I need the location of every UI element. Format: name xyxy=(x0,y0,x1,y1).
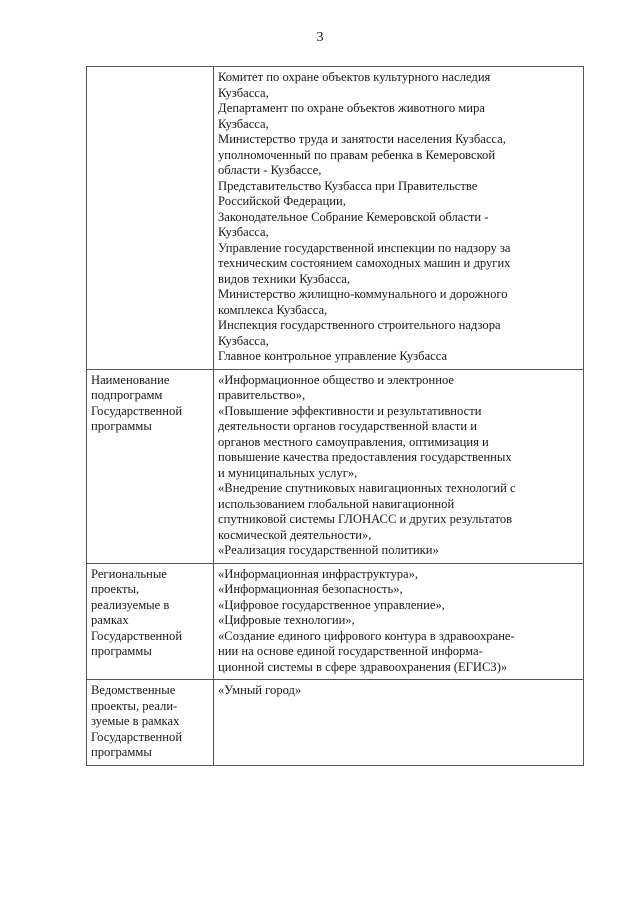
row-content-line: Кузбасса, xyxy=(218,225,269,239)
row-content-cell xyxy=(214,369,584,563)
row-content-line: комплекса Кузбасса, xyxy=(218,302,328,317)
row-content-cell xyxy=(214,67,584,370)
row-content-line: Кузбасса, xyxy=(218,333,269,348)
row-content-line: деятельности органов государственной власти и xyxy=(218,419,478,433)
row-content-line: органов местного самоуправления, оптимизация и xyxy=(218,434,489,449)
row-content-line: Министерство труда и занятости населения Кузбасса, xyxy=(218,132,506,146)
row-label-line: Ведомственные xyxy=(91,683,176,697)
row-content-line: Главное контрольное управление Кузбасса xyxy=(218,349,448,363)
row-content-line: «Информационная инфраструктура», xyxy=(218,566,419,581)
row-content-line: и муниципальных услуг», xyxy=(218,465,358,480)
row-content-line: правительство», xyxy=(218,388,306,402)
row-label-cell xyxy=(87,67,214,370)
row-label-line: Наименование xyxy=(91,372,170,387)
row-content-line: «Реализация государственной политики» xyxy=(218,543,439,557)
row-content-line: космической деятельности», xyxy=(218,527,372,542)
row-content-line: «Умный город» xyxy=(218,683,302,697)
row-content-line: Министерство жилищно-коммунального и дорожного xyxy=(218,287,508,301)
row-content-line: Инспекция государственного строительного надзора xyxy=(218,318,501,332)
row-content-line: спутниковой системы ГЛОНАСС и других результатов xyxy=(218,512,513,526)
row-content-line: «Внедрение спутниковых навигационных технологий с xyxy=(218,481,516,495)
row-content-line: «Повышение эффективности и результативности xyxy=(218,403,482,418)
row-content-line: повышение качества предоставления государственных xyxy=(218,450,512,464)
row-content-line: Департамент по охране объектов животного мира xyxy=(218,101,485,115)
row-content-line: ционной системы в сфере здравоохранения (ЕГИСЗ)» xyxy=(218,659,508,674)
row-label-line: рамках xyxy=(91,613,129,627)
row-label-line: Региональные xyxy=(91,566,167,581)
row-label-line: зуемые в рамках xyxy=(91,714,180,728)
row-content-line: уполномоченный по правам ребенка в Кемеровской xyxy=(218,147,496,162)
row-label-line: проекты, реали- xyxy=(91,698,178,713)
row-label-line: реализуемые в xyxy=(91,597,170,612)
row-content-line: области - Кузбассе, xyxy=(218,163,322,177)
row-content-line: «Цифровые технологии», xyxy=(218,613,355,627)
table-row xyxy=(87,369,584,563)
row-content-line: видов техники Кузбасса, xyxy=(218,271,350,286)
row-content-line: Кузбасса, xyxy=(218,85,269,100)
row-content-line: использованием глобальной навигационной xyxy=(218,496,455,511)
table-row xyxy=(87,67,584,370)
program-table xyxy=(86,66,584,766)
row-content-cell xyxy=(214,563,584,680)
program-table-body xyxy=(87,67,584,766)
row-label-cell xyxy=(87,563,214,680)
row-content-line: «Информационное общество и электронное xyxy=(218,372,454,387)
page-number: 3 xyxy=(316,30,324,45)
row-content-line: нии на основе единой государственной информа- xyxy=(218,644,483,658)
row-content-line: Законодательное Собрание Кемеровской области - xyxy=(218,209,489,224)
row-label-line: Государственной xyxy=(91,729,183,744)
table-row xyxy=(87,680,584,766)
row-content-line: Комитет по охране объектов культурного наследия xyxy=(218,70,491,84)
row-label-line: проекты, xyxy=(91,582,140,596)
row-label-line: Государственной xyxy=(91,403,183,418)
row-content-line: Кузбасса, xyxy=(218,116,269,131)
row-content-line: Российской Федерации, xyxy=(218,194,346,208)
row-label-line: программы xyxy=(91,644,152,658)
table-row xyxy=(87,563,584,680)
row-content-line: Представительство Кузбасса при Правительстве xyxy=(218,178,478,193)
row-content-line: Управление государственной инспекции по надзору за xyxy=(218,240,511,255)
row-content-line: «Цифровое государственное управление», xyxy=(218,597,445,612)
row-content-line: «Создание единого цифрового контура в здравоохране- xyxy=(218,628,515,643)
row-label-cell xyxy=(87,369,214,563)
row-content-cell xyxy=(214,680,584,766)
row-label-line: программы xyxy=(91,745,152,759)
row-content-line: «Информационная безопасность», xyxy=(218,582,403,596)
row-label-line: Государственной xyxy=(91,628,183,643)
row-label-cell xyxy=(87,680,214,766)
row-label-line: программы xyxy=(91,419,152,433)
row-label-line: подпрограмм xyxy=(91,388,163,402)
row-content-line: техническим состоянием самоходных машин и других xyxy=(218,256,511,270)
